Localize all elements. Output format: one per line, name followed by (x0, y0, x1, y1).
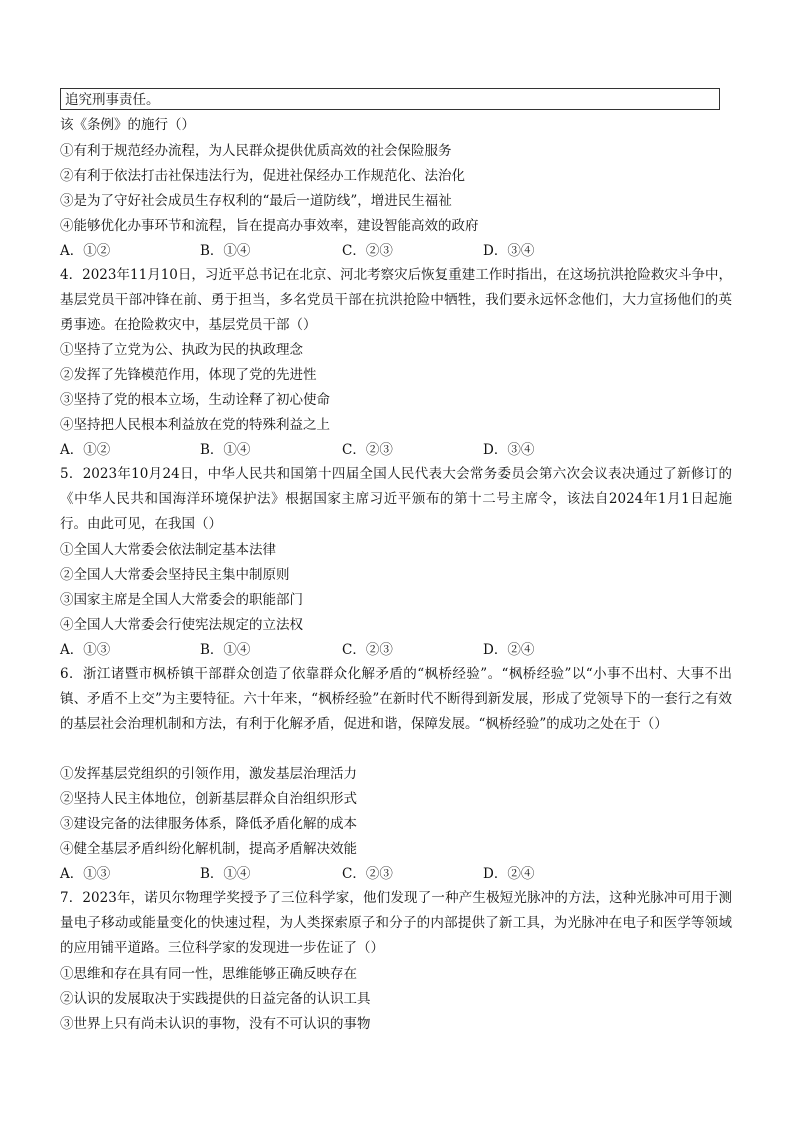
q6-item-3: ③建设完备的法律服务体系，降低矛盾化解的成本 (60, 816, 357, 832)
q5-item-1: ①全国人大常委会依法制定基本法律 (60, 542, 276, 558)
q6-item-2: ②坚持人民主体地位，创新基层群众自治组织形式 (60, 791, 357, 807)
q5-item-4: ④全国人大常委会行使宪法规定的立法权 (60, 617, 303, 633)
q5-options (60, 640, 620, 660)
q7-stem: 7．2023年，诺贝尔物理学奖授予了三位科学家，他们发现了一种产生极短光脉冲的方法，这种光脉冲可用于测量电子移动或能量变化的快速过程，为人类探索原子和分子的内部提供了新工具，为光脉冲在电子和医学等领域的应用铺平道路。三位科学家的发现进一步佐证了（） (60, 890, 732, 956)
q5-option-c[interactable]: C．②③ (342, 642, 393, 658)
q4-stem: 4．2023年11月10日，习近平总书记在北京、河北考察灾后恢复重建工作时指出，在这场抗洪抢险救灾斗争中，基层党员干部冲锋在前、勇于担当，多名党员干部在抗洪抢险中牺牲，我们要永远怀念他们，大力宣扬他们的英勇事迹。在抢险救灾中，基层党员干部（） (60, 267, 732, 333)
q4-option-c[interactable]: C．②③ (342, 442, 393, 458)
q6-item-4: ④健全基层矛盾纠纷化解机制，提高矛盾解决效能 (60, 841, 357, 857)
q3-option-b[interactable]: B．①④ (200, 243, 251, 259)
q3-options (60, 241, 620, 261)
q6-option-b[interactable]: B．①④ (200, 866, 251, 882)
q5-option-a[interactable]: A．①③ (60, 642, 111, 658)
material-box-end: 追究刑事责任。 (60, 88, 720, 110)
q4-option-a[interactable]: A．①② (60, 442, 111, 458)
q3-option-d[interactable]: D．③④ (483, 243, 535, 259)
q4-item-2: ②发挥了先锋模范作用，体现了党的先进性 (60, 367, 317, 383)
q6-stem: 6．浙江诸暨市枫桥镇干部群众创造了依靠群众化解矛盾的“枫桥经验”。“枫桥经验”以“小事不出村、大事不出镇、矛盾不上交”为主要特征。六十年来，“枫桥经验”在新时代不断得到新发展，形成了党领导下的一套行之有效的基层社会治理机制和方法，有利于化解矛盾，促进和谐，保障发展。“枫桥经验”的成功之处在于（） (60, 666, 732, 732)
q6-options (60, 864, 620, 884)
q3-option-c[interactable]: C．②③ (342, 243, 393, 259)
q3-item-2: ②有利于依法打击社保违法行为，促进社保经办工作规范化、法治化 (60, 168, 465, 184)
q4-item-3: ③坚持了党的根本立场，生动诠释了初心使命 (60, 392, 330, 408)
q6-option-d[interactable]: D．②④ (483, 866, 535, 882)
q5-item-3: ③国家主席是全国人大常委会的职能部门 (60, 592, 303, 608)
q4-option-b[interactable]: B．①④ (200, 442, 251, 458)
q6-option-a[interactable]: A．①③ (60, 866, 111, 882)
q3-item-3: ③是为了守好社会成员生存权利的“最后一道防线”，增进民生福祉 (60, 193, 452, 209)
q4-options (60, 440, 620, 460)
q7-item-1: ①思维和存在具有同一性，思维能够正确反映存在 (60, 966, 357, 982)
q3-option-a[interactable]: A．①② (60, 243, 111, 259)
q5-option-b[interactable]: B．①④ (200, 642, 251, 658)
q3-item-1: ①有利于规范经办流程，为人民群众提供优质高效的社会保险服务 (60, 143, 452, 159)
q5-stem: 5．2023年10月24日，中华人民共和国第十四届全国人民代表大会常务委员会第六次会议表决通过了新修订的《中华人民共和国海洋环境保护法》根据国家主席习近平颁布的第十二号主席令，该法自2024年1月1日起施行。由此可见，在我国（） (60, 466, 732, 532)
q4-option-d[interactable]: D．③④ (483, 442, 535, 458)
q7-item-2: ②认识的发展取决于实践提供的日益完备的认识工具 (60, 991, 371, 1007)
q5-item-2: ②全国人大常委会坚持民主集中制原则 (60, 567, 290, 583)
q4-item-1: ①坚持了立党为公、执政为民的执政理念 (60, 342, 303, 358)
q4-item-4: ④坚持把人民根本利益放在党的特殊利益之上 (60, 417, 330, 433)
q3-stem: 该《条例》的施行（） (60, 117, 195, 133)
q7-item-3: ③世界上只有尚未认识的事物，没有不可认识的事物 (60, 1016, 371, 1032)
q5-option-d[interactable]: D．②④ (483, 642, 535, 658)
q6-option-c[interactable]: C．②③ (342, 866, 393, 882)
q6-item-1: ①发挥基层党组织的引领作用，激发基层治理活力 (60, 766, 357, 782)
q3-item-4: ④能够优化办事环节和流程，旨在提高办事效率，建设智能高效的政府 (60, 218, 479, 234)
